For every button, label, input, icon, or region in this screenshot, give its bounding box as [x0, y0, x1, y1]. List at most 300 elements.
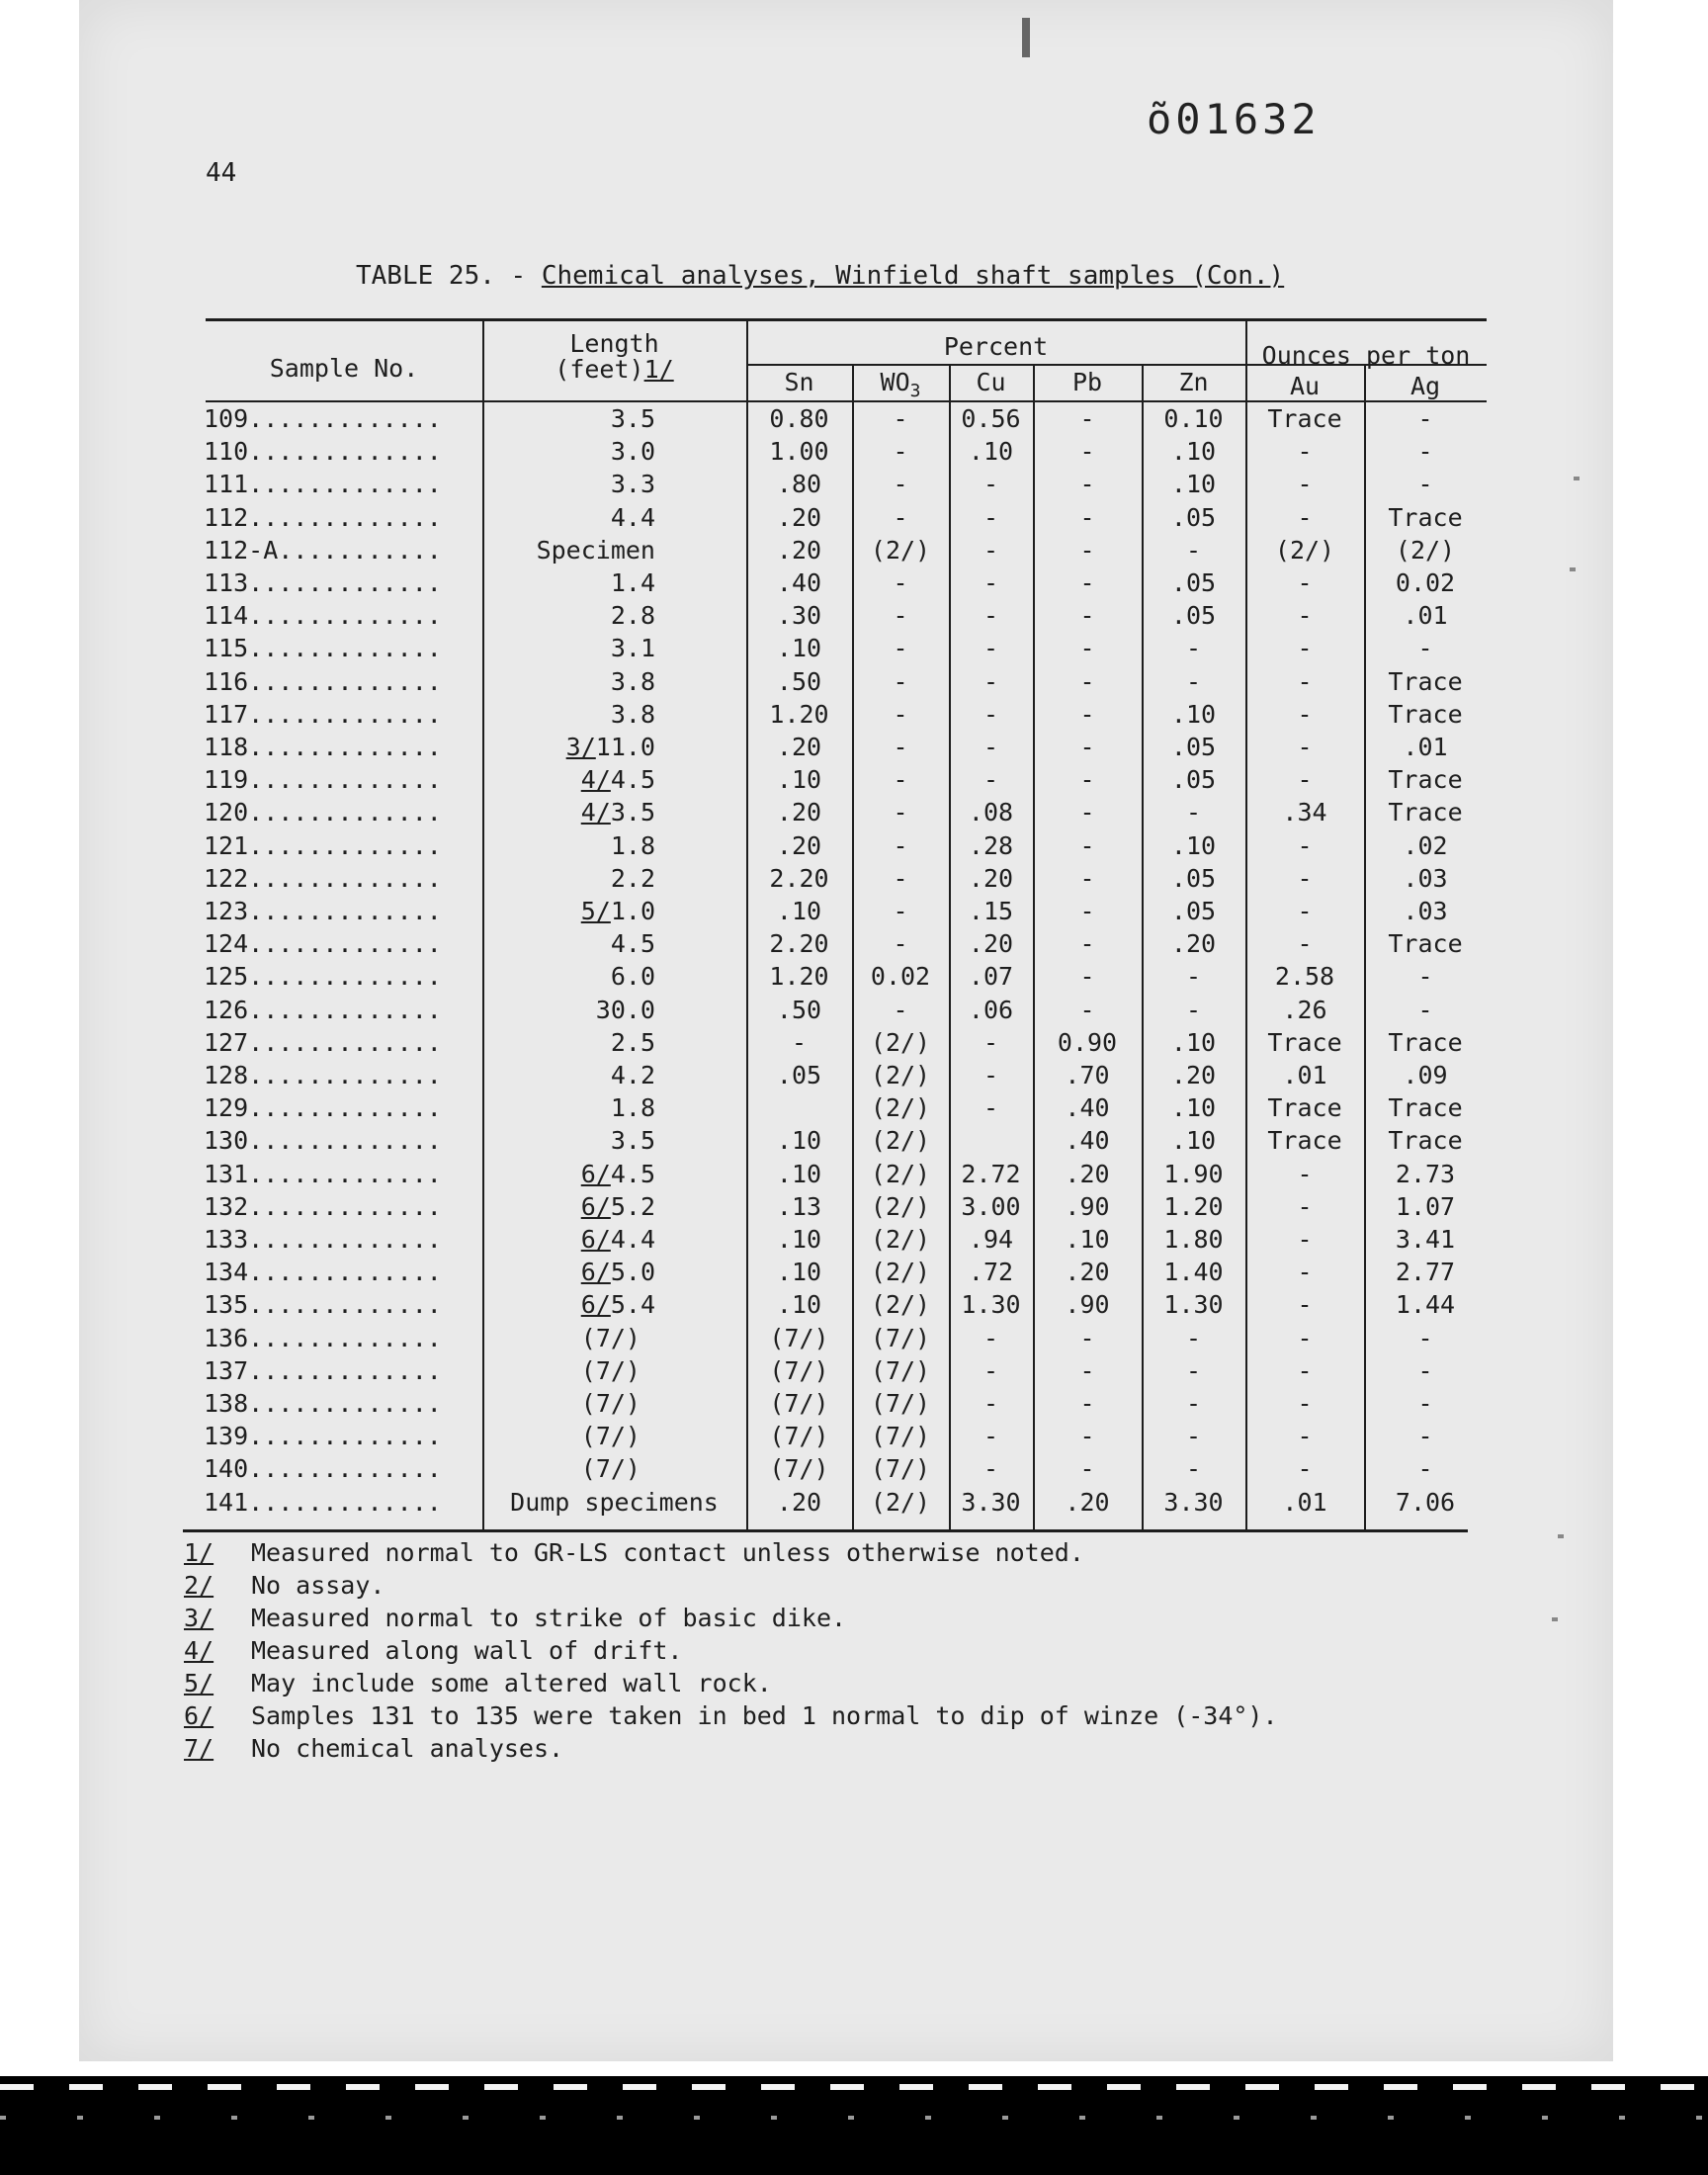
cell-ag: 7.06 [1395, 1487, 1456, 1517]
cell-length [482, 928, 655, 960]
staple-mark [1022, 18, 1030, 57]
cell-sample-no: 123............. [204, 897, 442, 925]
cell-au: - [1297, 1191, 1313, 1221]
cell-cu: .20 [968, 863, 1014, 893]
cell-ag: Trace [1388, 502, 1463, 532]
cell-wo3: (7/) [870, 1355, 931, 1385]
cell-cu: - [982, 634, 999, 663]
cell-zn: .10 [1170, 699, 1217, 729]
cell-au: Trace [1267, 1027, 1342, 1057]
footnote-label: 1/ [184, 1537, 214, 1567]
cell-length [482, 403, 655, 435]
cell-length-value: (7/) [580, 1355, 640, 1385]
cell-au: - [1297, 470, 1313, 499]
table-top-rule [206, 318, 1487, 321]
cell-ag: - [1417, 1422, 1433, 1451]
cell-sample-no: 134............. [204, 1258, 442, 1287]
cell-length-footnote: 5/ [580, 897, 611, 925]
cell-pb: .70 [1065, 1061, 1110, 1089]
cell-length-value: 4.5 [610, 1159, 655, 1188]
cell-sample-no: 139............. [204, 1422, 442, 1451]
cell-au: (2/) [1274, 535, 1335, 565]
footnote-label: 4/ [184, 1635, 214, 1665]
cell-zn: .10 [1170, 1027, 1217, 1057]
cell-cu: .28 [968, 830, 1014, 860]
scan-border-dashes [0, 2084, 1708, 2090]
cell-ag: 2.77 [1395, 1258, 1456, 1287]
cell-cu: - [982, 1061, 999, 1089]
cell-zn: - [1185, 634, 1202, 663]
cell-ag: Trace [1388, 1027, 1463, 1057]
cell-au: - [1297, 1159, 1313, 1188]
cell-sample-no: 121............. [204, 830, 442, 860]
cell-ag: .02 [1403, 830, 1448, 860]
cell-wo3: - [893, 798, 908, 827]
cell-cu: - [982, 1389, 999, 1418]
cell-wo3: - [893, 929, 908, 959]
cell-zn: .05 [1170, 733, 1217, 761]
cell-length [482, 1289, 655, 1321]
cell-sample-no: 129............. [204, 1093, 442, 1123]
cell-pb: - [1079, 962, 1095, 992]
cell-sn: .20 [776, 733, 822, 761]
cell-wo3: - [893, 863, 908, 893]
cell-sample-no: 119............. [204, 765, 442, 795]
cell-cu: - [982, 733, 999, 761]
cell-ag: .01 [1403, 601, 1448, 631]
cell-zn: .05 [1170, 568, 1217, 597]
cell-sample-no: 109............. [204, 404, 442, 433]
cell-cu: .06 [968, 995, 1014, 1024]
footnote-label: 5/ [184, 1668, 214, 1697]
cell-ag: - [1417, 995, 1433, 1024]
cell-zn: - [1185, 962, 1202, 992]
cell-length-value: 4.5 [610, 765, 655, 795]
cell-length-value: 3.5 [610, 404, 655, 433]
cell-pb: .10 [1065, 1225, 1110, 1254]
cell-sample-no: 115............. [204, 634, 442, 663]
cell-pb: - [1079, 568, 1095, 597]
cell-ag: 0.02 [1395, 568, 1456, 597]
footnote-text: Samples 131 to 135 were taken in bed 1 normal to dip of winze (-34°). [251, 1700, 1278, 1730]
header-wo3-base: WO [880, 368, 910, 396]
cell-au: 2.58 [1274, 962, 1335, 992]
cell-sample-no: 131............. [204, 1159, 442, 1188]
cell-cu: .20 [968, 929, 1014, 959]
footnote-item [184, 1733, 563, 1765]
cell-zn: .20 [1170, 929, 1217, 959]
cell-sn: 0.80 [769, 404, 829, 433]
cell-sample-no: 122............. [204, 863, 442, 893]
header-length-line2 [482, 357, 746, 383]
table-title-prefix: TABLE 25. - [356, 261, 542, 291]
cell-sample-no: 127............. [204, 1027, 442, 1057]
cell-ag: Trace [1388, 699, 1463, 729]
cell-length [482, 764, 655, 796]
cell-au: - [1297, 1323, 1313, 1352]
cell-pb: - [1079, 1355, 1095, 1385]
cell-length-footnote: 3/ [565, 733, 596, 761]
header-length-line1: Length [569, 329, 659, 358]
cell-length [482, 1224, 655, 1256]
cell-zn: - [1185, 798, 1202, 827]
cell-sample-no: 136............. [204, 1323, 442, 1352]
cell-ag: (2/) [1395, 535, 1456, 565]
header-sn: Sn [784, 368, 814, 396]
cell-length [482, 1453, 640, 1485]
cell-au: - [1297, 699, 1313, 729]
cell-pb: - [1079, 470, 1095, 499]
cell-length-value: 3.3 [610, 470, 655, 499]
table-bottom-rule [183, 1529, 1468, 1532]
cell-length-footnote: 6/ [580, 1290, 611, 1320]
cell-ag: Trace [1388, 929, 1463, 959]
cell-length-value: 3.8 [610, 666, 655, 696]
cell-wo3: - [893, 634, 908, 663]
cell-ag: - [1417, 1389, 1433, 1418]
header-length-footnote: 1/ [643, 355, 674, 384]
cell-sample-no: 124............. [204, 929, 442, 959]
cell-sn: - [791, 1027, 808, 1057]
cell-sn: .10 [776, 897, 822, 925]
cell-sn: .10 [776, 1126, 822, 1156]
cell-zn: - [1185, 995, 1202, 1024]
cell-ag: - [1417, 634, 1433, 663]
cell-cu: .72 [968, 1258, 1014, 1287]
cell-length [482, 1487, 746, 1519]
cell-length [482, 1125, 655, 1157]
cell-cu: - [982, 1355, 999, 1385]
header-ag: Ag [1409, 372, 1441, 400]
cell-sample-no: 132............. [204, 1191, 442, 1221]
footnote-item [184, 1570, 384, 1602]
cell-wo3: - [893, 897, 908, 925]
footnote-item [184, 1537, 1084, 1569]
cell-length [482, 600, 655, 632]
cell-pb: .20 [1065, 1159, 1110, 1188]
cell-sn: (7/) [769, 1355, 829, 1385]
cell-sample-no: 141............. [204, 1487, 442, 1517]
cell-ag: 2.73 [1395, 1159, 1456, 1188]
cell-sn: .40 [776, 568, 822, 597]
footnote-item [184, 1668, 772, 1699]
cell-wo3: (7/) [870, 1389, 931, 1418]
header-au: Au [1289, 372, 1321, 400]
cell-pb: - [1079, 1389, 1095, 1418]
cell-ag: - [1417, 437, 1433, 467]
cell-length [482, 666, 655, 698]
cell-wo3: - [893, 733, 908, 761]
cell-ag: - [1417, 404, 1433, 433]
cell-length [482, 1323, 640, 1354]
cell-length-value: 4.4 [610, 502, 655, 532]
cell-length [482, 797, 655, 828]
cell-length-footnote: 6/ [580, 1159, 611, 1188]
cell-au: - [1297, 1389, 1313, 1418]
cell-zn: 1.40 [1163, 1258, 1224, 1287]
document-id: õ01632 [1147, 95, 1321, 143]
cell-pb: - [1079, 1422, 1095, 1451]
cell-pb: 0.90 [1057, 1027, 1118, 1057]
cell-length [482, 1092, 655, 1124]
cell-length-value: 1.4 [610, 568, 655, 597]
footnote-text: No chemical analyses. [251, 1733, 564, 1763]
cell-sn: .80 [776, 470, 822, 499]
cell-zn: 1.90 [1163, 1159, 1224, 1188]
cell-pb: - [1079, 535, 1095, 565]
cell-length-value: (7/) [580, 1422, 640, 1451]
cell-zn: - [1185, 1389, 1202, 1418]
cell-zn: 3.30 [1163, 1487, 1224, 1517]
cell-wo3: (2/) [870, 1487, 931, 1517]
cell-length-footnote: 4/ [580, 798, 611, 827]
cell-sn: .20 [776, 1487, 822, 1517]
cell-au: Trace [1267, 1126, 1342, 1156]
cell-length-footnote: 4/ [580, 765, 611, 795]
cell-cu: 2.72 [961, 1159, 1021, 1188]
cell-pb: .40 [1065, 1093, 1110, 1123]
cell-wo3: (7/) [870, 1323, 931, 1352]
footnote-item [184, 1603, 846, 1634]
cell-au: - [1297, 1355, 1313, 1385]
cell-length-value: 1.8 [610, 1093, 655, 1123]
header-zn: Zn [1178, 368, 1209, 396]
cell-zn: - [1185, 1355, 1202, 1385]
cell-length [482, 830, 655, 862]
cell-au: - [1297, 863, 1313, 893]
cell-cu [949, 1125, 1033, 1157]
cell-length [482, 1191, 655, 1223]
cell-sample-no: 130............. [204, 1126, 442, 1156]
cell-wo3: (7/) [870, 1454, 931, 1484]
cell-zn: 1.30 [1163, 1290, 1224, 1320]
cell-cu: - [982, 568, 999, 597]
cell-sn: (7/) [769, 1422, 829, 1451]
cell-sn: 1.20 [769, 699, 829, 729]
cell-pb: - [1079, 502, 1095, 532]
cell-pb: .20 [1065, 1487, 1110, 1517]
cell-sample-no: 117............. [204, 699, 442, 729]
cell-zn: .10 [1170, 830, 1217, 860]
scan-border [0, 2076, 1708, 2175]
cell-ag: - [1417, 962, 1433, 992]
cell-sn: .20 [776, 535, 822, 565]
cell-pb: - [1079, 437, 1095, 467]
cell-zn: .05 [1170, 765, 1217, 795]
cell-length [482, 896, 655, 927]
margin-mark [1552, 1617, 1558, 1621]
cell-sn: (7/) [769, 1454, 829, 1484]
page-number: 44 [206, 158, 237, 188]
cell-wo3: - [893, 830, 908, 860]
cell-zn: - [1185, 1323, 1202, 1352]
cell-sn: (7/) [769, 1323, 829, 1352]
cell-cu: .08 [968, 798, 1014, 827]
cell-sn: 2.20 [769, 929, 829, 959]
cell-cu: - [982, 535, 999, 565]
margin-mark [1570, 567, 1576, 571]
margin-mark [1558, 1534, 1564, 1538]
cell-zn: .10 [1170, 470, 1217, 499]
cell-length [482, 732, 655, 763]
cell-sample-no: 112............. [204, 502, 442, 532]
cell-au: - [1297, 502, 1313, 532]
cell-wo3: - [893, 437, 908, 467]
cell-sample-no: 110............. [204, 437, 442, 467]
cell-sample-no: 133............. [204, 1225, 442, 1254]
cell-wo3: (2/) [870, 1061, 931, 1089]
header-percent: Percent [943, 332, 1049, 361]
cell-ag: - [1417, 1454, 1433, 1484]
cell-au: .01 [1282, 1487, 1327, 1517]
cell-sample-no: 126............. [204, 995, 442, 1024]
cell-ag: 1.07 [1395, 1191, 1456, 1221]
cell-sn: .10 [776, 1290, 822, 1320]
cell-au: - [1297, 1290, 1313, 1320]
cell-wo3: (2/) [870, 1027, 931, 1057]
cell-sn: .20 [776, 502, 822, 532]
cell-pb: - [1079, 699, 1095, 729]
cell-pb: .20 [1065, 1258, 1110, 1287]
cell-ag: Trace [1388, 798, 1463, 827]
cell-sn: .10 [776, 1159, 822, 1188]
cell-cu: 0.56 [961, 404, 1021, 433]
cell-length [482, 502, 655, 534]
cell-au: - [1297, 634, 1313, 663]
cell-sample-no: 137............. [204, 1355, 442, 1385]
cell-pb: - [1079, 733, 1095, 761]
cell-au: .34 [1282, 798, 1327, 827]
cell-au: - [1297, 1422, 1313, 1451]
cell-ag: - [1417, 1323, 1433, 1352]
cell-length [482, 1421, 640, 1452]
cell-wo3: - [893, 502, 908, 532]
cell-pb: - [1079, 830, 1095, 860]
cell-cu: 3.00 [961, 1191, 1021, 1221]
cell-sn: .05 [776, 1061, 822, 1089]
cell-ag: Trace [1388, 666, 1463, 696]
cell-length [482, 1027, 655, 1059]
cell-pb: - [1079, 863, 1095, 893]
cell-length [482, 699, 655, 731]
cell-wo3: - [893, 699, 908, 729]
cell-pb: - [1079, 929, 1095, 959]
cell-cu: - [982, 470, 999, 499]
cell-length-value: 3.1 [610, 634, 655, 663]
cell-pb: - [1079, 1454, 1095, 1484]
cell-zn: 0.10 [1163, 404, 1224, 433]
cell-sn: .50 [776, 995, 822, 1024]
cell-sn: .50 [776, 666, 822, 696]
cell-au: - [1297, 929, 1313, 959]
footnote-text: May include some altered wall rock. [251, 1668, 772, 1697]
cell-ag: .03 [1403, 897, 1448, 925]
cell-cu: - [982, 601, 999, 631]
cell-au: - [1297, 568, 1313, 597]
cell-zn: .10 [1170, 437, 1217, 467]
cell-au: .26 [1282, 995, 1327, 1024]
cell-zn: .05 [1170, 502, 1217, 532]
cell-cu: - [982, 1422, 999, 1451]
cell-sample-no: 113............. [204, 568, 442, 597]
cell-ag: - [1417, 470, 1433, 499]
cell-ag: .03 [1403, 863, 1448, 893]
cell-au: - [1297, 437, 1313, 467]
cell-sample-no: 118............. [204, 733, 442, 761]
cell-wo3: (2/) [870, 1290, 931, 1320]
cell-length-value: 1.0 [610, 897, 655, 925]
cell-length-value: 3.5 [610, 1126, 655, 1156]
cell-sn: .20 [776, 798, 822, 827]
cell-wo3: (2/) [870, 1258, 931, 1287]
cell-length [482, 1257, 655, 1288]
header-wo3-subscript: 3 [909, 381, 921, 401]
cell-length-value: 6.0 [610, 962, 655, 992]
footnote-text: Measured normal to strike of basic dike. [251, 1603, 847, 1632]
cell-length [482, 1159, 655, 1190]
cell-zn: .10 [1170, 1093, 1217, 1123]
cell-ag: 3.41 [1395, 1225, 1456, 1254]
header-sample-no: Sample No. [269, 354, 419, 383]
cell-pb: - [1079, 995, 1095, 1024]
cell-length [482, 535, 655, 566]
margin-mark [1574, 477, 1580, 480]
cell-sample-no: 111............. [204, 470, 442, 499]
cell-sn: .10 [776, 765, 822, 795]
header-wo3 [852, 368, 949, 400]
cell-length-value: 2.5 [610, 1027, 655, 1057]
footnote-label: 7/ [184, 1733, 214, 1763]
cell-zn: .05 [1170, 601, 1217, 631]
cell-length-value: 3.0 [610, 437, 655, 467]
cell-cu: - [982, 502, 999, 532]
cell-au: - [1297, 1225, 1313, 1254]
scan-border-ticks [0, 2116, 1708, 2120]
cell-length-value: 11.0 [595, 733, 655, 761]
cell-au: - [1297, 765, 1313, 795]
cell-ag: 1.44 [1395, 1290, 1456, 1320]
cell-wo3: (7/) [870, 1422, 931, 1451]
cell-zn: 1.20 [1163, 1191, 1224, 1221]
cell-sn: .10 [776, 1225, 822, 1254]
cell-wo3: - [893, 765, 908, 795]
cell-cu: 3.30 [961, 1487, 1021, 1517]
cell-length [482, 1355, 640, 1387]
header-ounces-per-ton: Ounces per ton [1261, 341, 1471, 370]
cell-wo3: (2/) [870, 1159, 931, 1188]
cell-cu: - [982, 699, 999, 729]
table-title-main: Chemical analyses, Winfield shaft samples (Con.) [541, 261, 1285, 291]
cell-length [482, 1388, 640, 1420]
cell-wo3: (2/) [870, 1093, 931, 1123]
header-length-unit: (feet) [555, 355, 644, 384]
cell-cu: - [982, 1093, 999, 1123]
cell-length [482, 1060, 655, 1091]
cell-length-value: 2.8 [610, 601, 655, 631]
cell-zn: .05 [1170, 863, 1217, 893]
cell-sn: (7/) [769, 1389, 829, 1418]
cell-cu: - [982, 765, 999, 795]
table-title [356, 261, 1344, 291]
footnote-label: 6/ [184, 1700, 214, 1730]
cell-length-value: Dump specimens [510, 1487, 719, 1517]
cell-length-value: (7/) [580, 1454, 640, 1484]
cell-pb: .90 [1065, 1191, 1110, 1221]
cell-ag: Trace [1388, 765, 1463, 795]
cell-pb: - [1079, 765, 1095, 795]
cell-sn: 1.00 [769, 437, 829, 467]
cell-ag: Trace [1388, 1093, 1463, 1123]
